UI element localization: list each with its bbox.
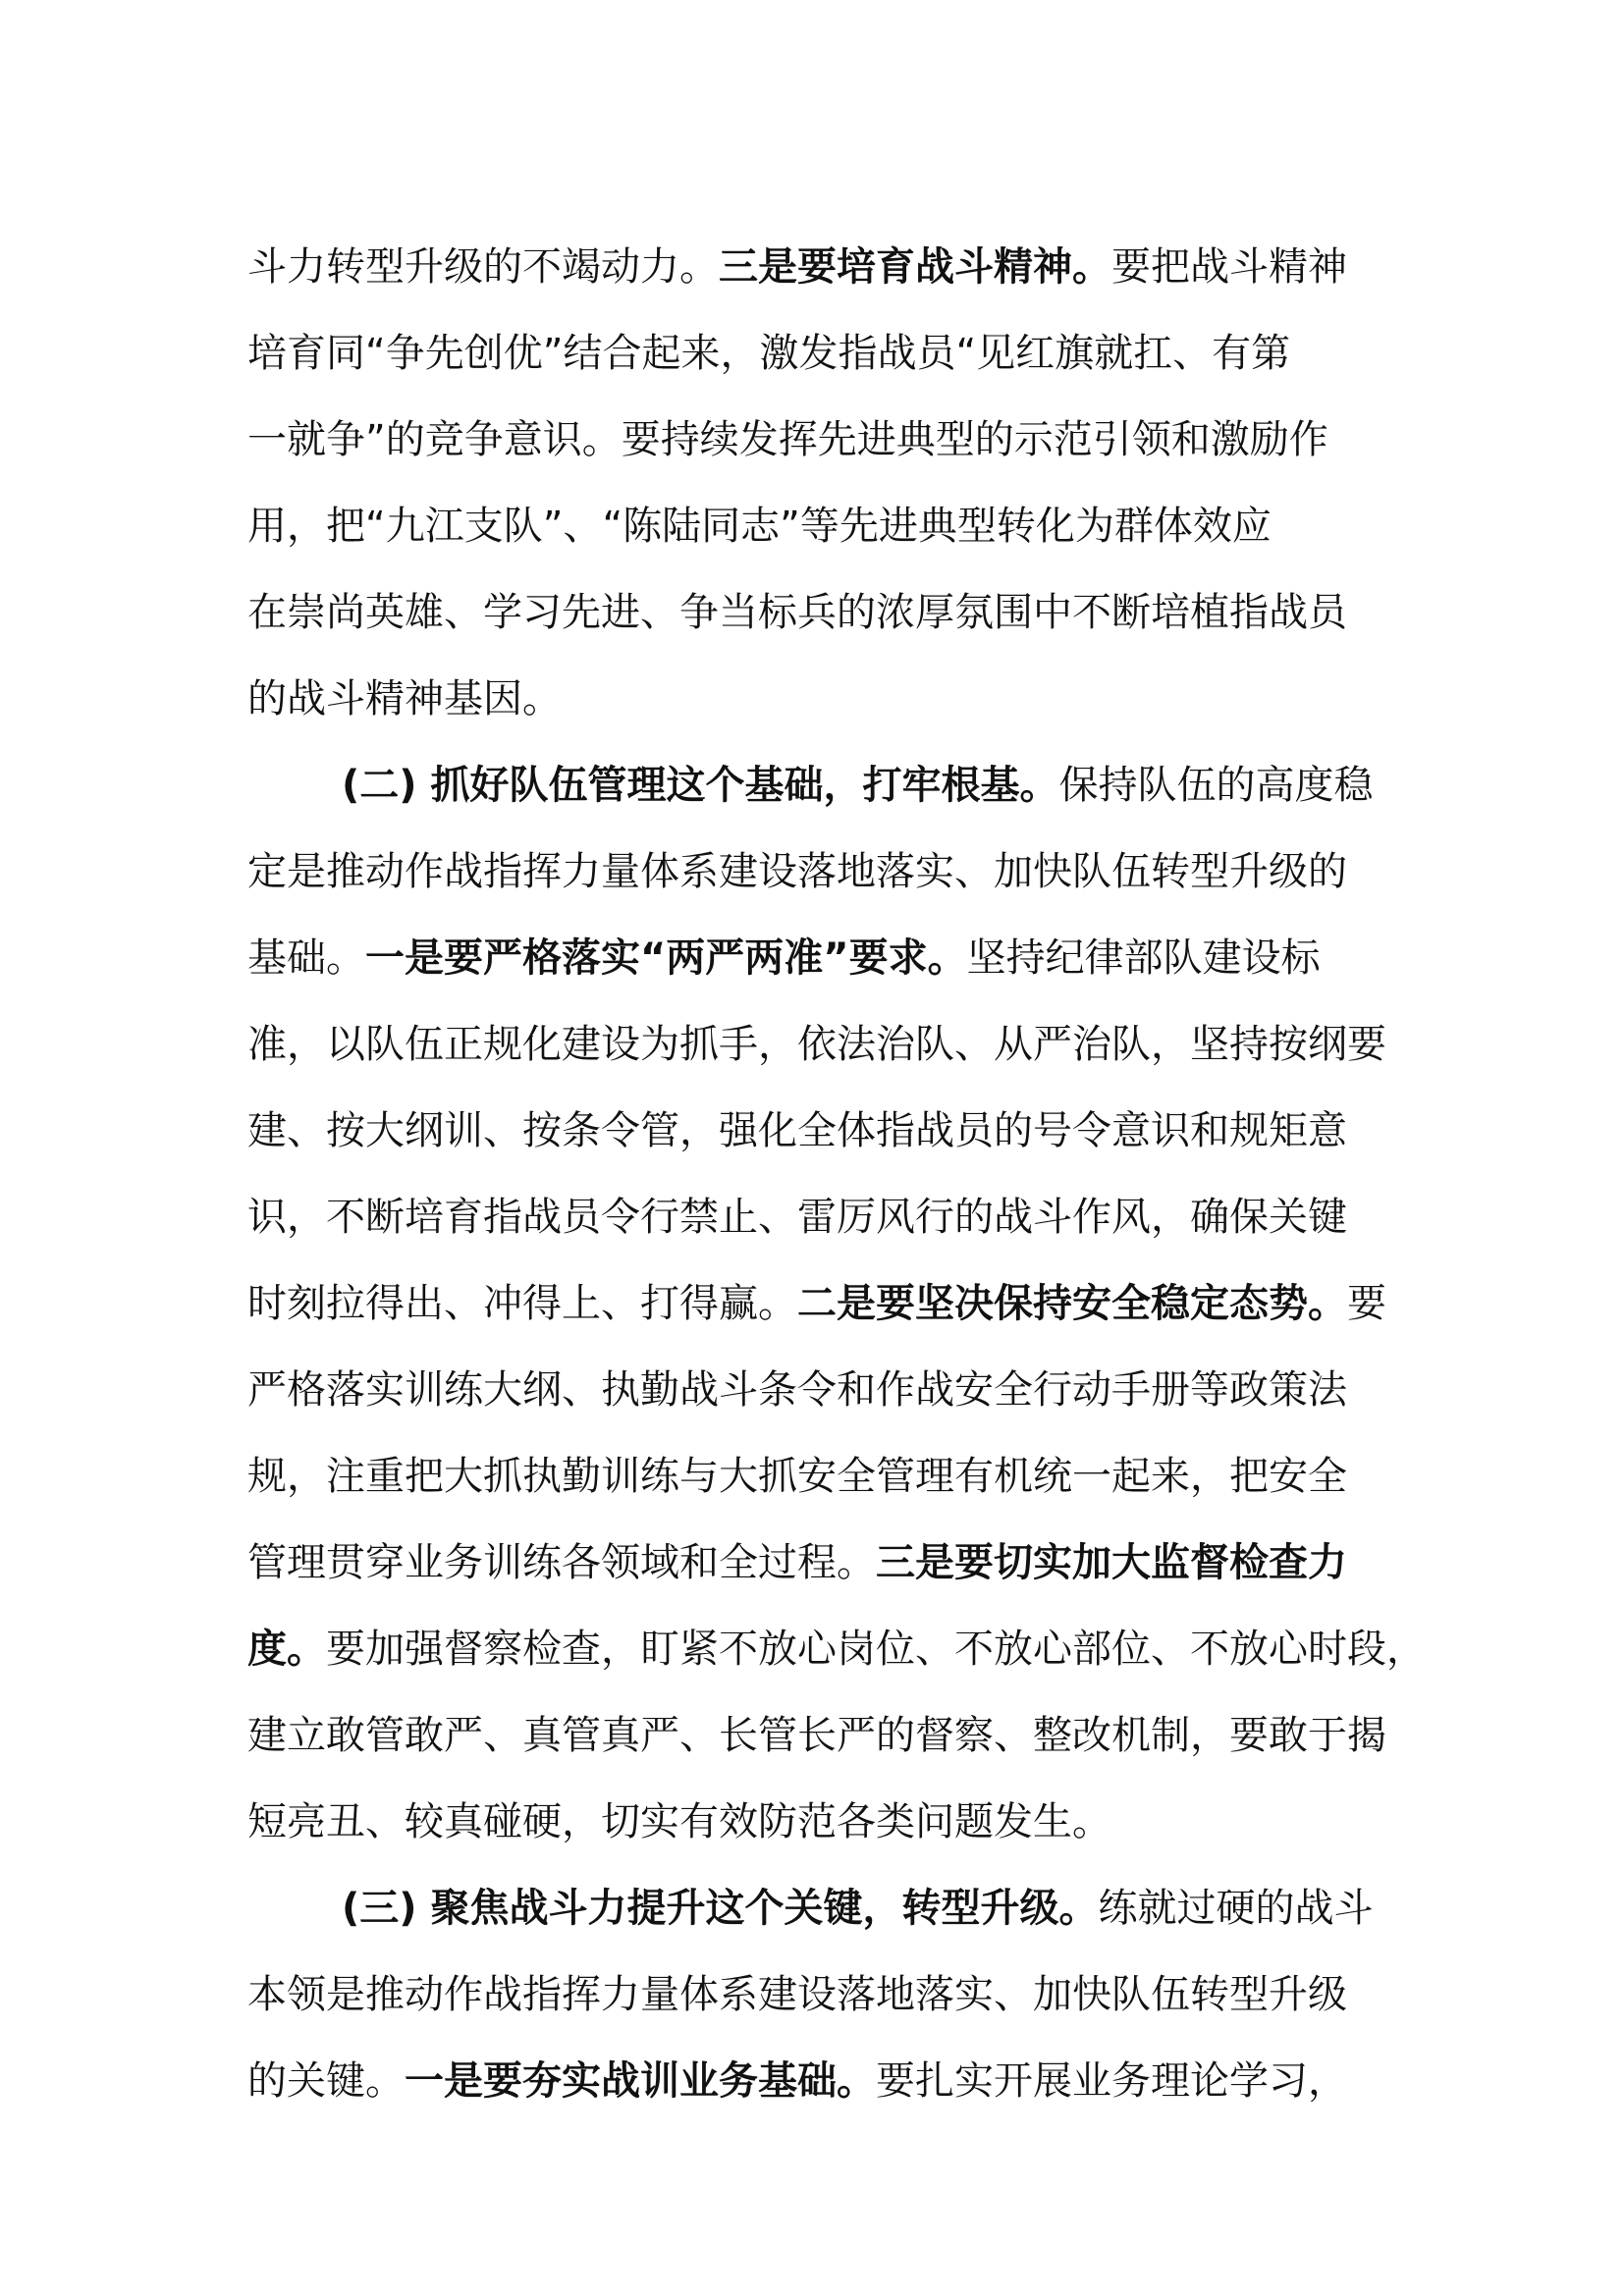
text-run: 严格落实训练大纲、执勤战斗条令和作战安全行动手册等政策法 <box>247 1367 1347 1413</box>
text-run: 建、按大纲训、按条令管，强化全体指战员的号令意识和规矩意 <box>247 1108 1347 1153</box>
text-line <box>247 1606 1426 1692</box>
text-line <box>247 1779 1396 1865</box>
text-run: 要扎实开展业务理论学习， <box>876 2058 1347 2104</box>
text-line <box>247 1692 1396 1779</box>
text-run: 管理贯穿业务训练各领域和全过程。 <box>247 1540 876 1585</box>
bold-text-run: (三) 聚焦战斗力提升这个关键，转型升级。 <box>342 1886 1099 1931</box>
text-line <box>247 1865 1396 1951</box>
text-line <box>247 1260 1396 1347</box>
text-line <box>247 1088 1396 1174</box>
text-run: 规，注重把大抓执勤训练与大抓安全管理有机统一起来，把安全 <box>247 1454 1347 1499</box>
document-body <box>247 224 1426 2124</box>
text-line <box>247 1433 1396 1520</box>
text-run: 的战斗精神基因。 <box>247 676 562 721</box>
bold-text-run: 三是要切实加大监督检查力 <box>876 1540 1347 1585</box>
text-run: 要把战斗精神 <box>1111 244 1347 290</box>
bold-text-run: 三是要培育战斗精神。 <box>719 244 1111 290</box>
bold-text-run: 二是要坚决保持安全稳定态势。 <box>797 1281 1347 1326</box>
bold-text-run: (二) 抓好队伍管理这个基础，打牢根基。 <box>342 763 1059 808</box>
bold-text-run: 一是要严格落实“两严两准”要求。 <box>365 935 967 981</box>
text-run: 定是推动作战指挥力量体系建设落地落实、加快队伍转型升级的 <box>247 849 1347 894</box>
text-run: 坚持纪律部队建设标 <box>966 935 1321 981</box>
text-run: 建立敢管敢严、真管真严、长管长严的督察、整改机制，要敢于揭 <box>247 1713 1386 1758</box>
text-line <box>247 1001 1396 1088</box>
text-line <box>247 742 1396 828</box>
text-run: 保持队伍的高度稳 <box>1058 763 1374 808</box>
text-run: 要 <box>1347 1281 1386 1326</box>
text-line <box>247 224 1396 310</box>
bold-text-run: 度。 <box>247 1627 326 1672</box>
text-line <box>247 483 1396 569</box>
text-line <box>247 397 1396 483</box>
text-run: 一就争”的竞争意识。要持续发挥先进典型的示范引领和激励作 <box>247 417 1328 462</box>
text-run: 时刻拉得出、冲得上、打得赢。 <box>247 1281 797 1326</box>
text-run: 用，把“九江支队”、“陈陆同志”等先进典型转化为群体效应 <box>247 504 1272 549</box>
text-run: 基础。 <box>247 935 365 981</box>
text-line <box>247 915 1396 1001</box>
text-line <box>247 569 1396 656</box>
text-run: 本领是推动作战指挥力量体系建设落地落实、加快队伍转型升级 <box>247 1972 1347 2017</box>
text-line <box>247 1347 1396 1433</box>
text-run: 识，不断培育指战员令行禁止、雷厉风行的战斗作风，确保关键 <box>247 1195 1347 1240</box>
text-run: 培育同“争先创优”结合起来，激发指战员“见红旗就扛、有第 <box>247 331 1291 376</box>
text-run: 短亮丑、较真碰硬，切实有效防范各类问题发生。 <box>247 1799 1111 1844</box>
text-line <box>247 2038 1396 2124</box>
text-line <box>247 1520 1396 1606</box>
text-run: 练就过硬的战斗 <box>1098 1886 1374 1931</box>
text-line <box>247 828 1396 915</box>
text-line <box>247 1174 1396 1260</box>
text-run: 的关键。 <box>247 2058 405 2104</box>
text-run: 在崇尚英雄、学习先进、争当标兵的浓厚氛围中不断培植指战员 <box>247 590 1347 635</box>
text-line <box>247 1951 1396 2038</box>
text-run: 斗力转型升级的不竭动力。 <box>247 244 719 290</box>
text-run: 准，以队伍正规化建设为抓手，依法治队、从严治队，坚持按纲要 <box>247 1022 1386 1067</box>
text-line <box>247 656 1396 742</box>
text-run: 要加强督察检查，盯紧不放心岗位、不放心部位、不放心时段， <box>326 1627 1426 1672</box>
text-line <box>247 310 1396 397</box>
bold-text-run: 一是要夯实战训业务基础。 <box>405 2058 876 2104</box>
